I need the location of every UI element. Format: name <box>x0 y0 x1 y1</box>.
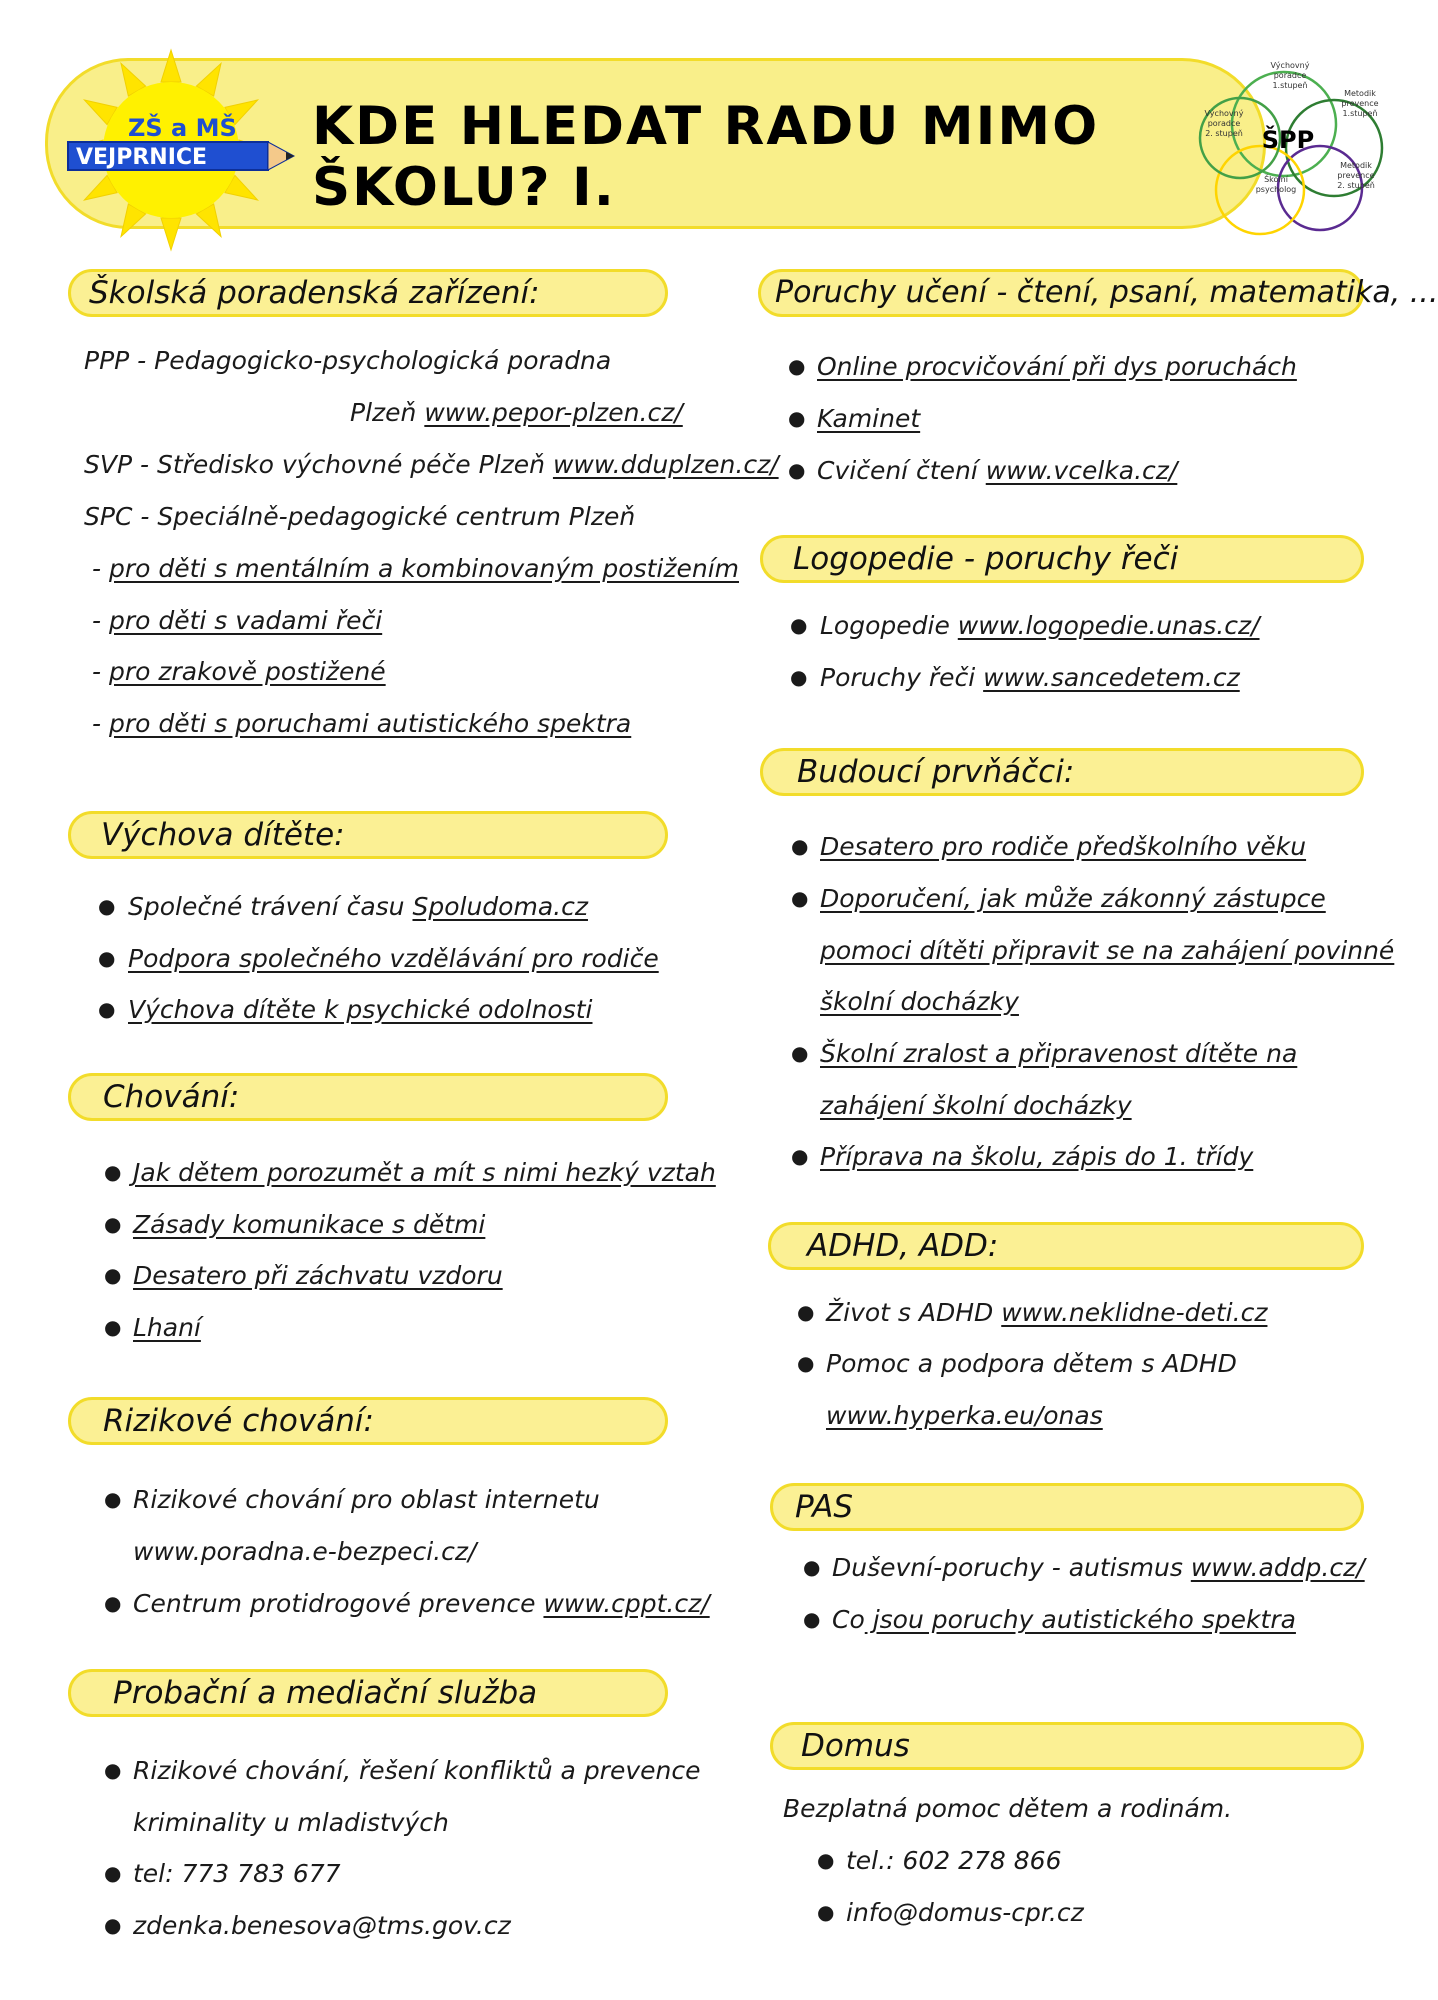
logopedie-item-2 <box>820 662 1240 693</box>
section-title-vychova: Výchova dítěte: <box>68 811 668 859</box>
bullet: ● <box>817 1900 835 1924</box>
bullet: ● <box>104 1913 122 1937</box>
spp-c3-l1: Metodik <box>1340 161 1372 170</box>
spp-c2-l3: 1.stupeň <box>1342 109 1378 118</box>
domus-phone: tel.: 602 278 866 <box>846 1846 1062 1875</box>
poruchy-item-3-text: Cvičení čtení <box>817 456 986 485</box>
section-title-logopedie: Logopedie - poruchy řeči <box>760 535 1364 583</box>
chovani-link-2[interactable]: Zásady komunikace s dětmi <box>133 1210 486 1239</box>
probacni-email[interactable]: zdenka.benesova@tms.gov.cz <box>133 1911 511 1940</box>
spp-c2-l2: prevence <box>1341 99 1379 108</box>
spp-c1-l3: 1.stupeň <box>1272 81 1308 90</box>
addp-link[interactable]: www.addp.cz/ <box>1190 1553 1365 1582</box>
bullet: ● <box>788 458 806 482</box>
section-title-poruchy: Poruchy učení - čtení, psaní, matematika, ... <box>758 269 1364 317</box>
ppp-text: PPP - Pedagogicko-psychologická poradna <box>84 346 612 375</box>
spp-center-label: ŠPP <box>1261 126 1315 154</box>
section-title-rizikove: Rizikové chování: <box>68 1397 668 1445</box>
spc-link-3[interactable]: pro zrakově postižené <box>108 657 386 686</box>
dash: - <box>92 606 109 635</box>
bullet: ● <box>98 946 116 970</box>
bullet: ● <box>104 1212 122 1236</box>
spp-c4-l1: Školní <box>1264 175 1288 184</box>
logopedie-item-1 <box>820 610 1260 641</box>
spp-c5-l1: Výchovný <box>1204 109 1244 118</box>
odolnost-link[interactable]: Výchova dítěte k psychické odolnosti <box>128 995 593 1024</box>
rizikove-item-2 <box>133 1588 710 1619</box>
adhd-item-1 <box>826 1297 1267 1328</box>
section-title-domus: Domus <box>770 1722 1364 1770</box>
zralost-link-a[interactable]: Školní zralost a připravenost dítěte na <box>820 1039 1298 1068</box>
kaminet-link[interactable]: Kaminet <box>817 404 921 433</box>
dash: - <box>92 657 109 686</box>
logo-line2: VEJPRNICE <box>76 145 208 170</box>
pas-item-2 <box>832 1604 1296 1635</box>
ppp-city: Plzeň <box>350 398 425 427</box>
bullet: ● <box>98 997 116 1021</box>
bullet: ● <box>790 613 808 637</box>
logo-line1: ZŠ a MŠ <box>128 114 237 142</box>
domus-intro: Bezplatná pomoc dětem a rodinám. <box>783 1794 1233 1823</box>
page-title: KDE HLEDAT RADU MIMO ŠKOLU? I. <box>312 96 1100 218</box>
doporuceni-link-c[interactable]: školní docházky <box>820 987 1019 1016</box>
spoludoma-link[interactable]: Spoludoma.cz <box>412 892 588 921</box>
dash: - <box>92 709 109 738</box>
spp-c4-l2: psycholog <box>1255 185 1297 194</box>
doporuceni-link-b[interactable]: pomoci dítěti připravit se na zahájení povinné <box>820 936 1395 965</box>
adhd-item-2a: Pomoc a podpora dětem s ADHD <box>826 1349 1237 1378</box>
bullet: ● <box>791 834 809 858</box>
spc-item-2 <box>92 605 382 636</box>
vychova-item-1 <box>128 891 588 922</box>
bullet: ● <box>797 1300 815 1324</box>
school-logo <box>46 40 296 250</box>
bullet: ● <box>797 1351 815 1375</box>
section-title-probacni: Probační a mediační služba <box>68 1669 668 1717</box>
bullet: ● <box>104 1591 122 1615</box>
bullet: ● <box>104 1160 122 1184</box>
spc-item-4 <box>92 708 631 739</box>
bullet: ● <box>98 894 116 918</box>
svp-link[interactable]: www.dduplzen.cz/ <box>552 450 779 479</box>
bullet: ● <box>791 886 809 910</box>
podpora-link[interactable]: Podpora společného vzdělávání pro rodiče <box>128 944 659 973</box>
spp-c5-l3: 2. stupeň <box>1205 129 1243 138</box>
spp-c5-l2: poradce <box>1207 119 1241 128</box>
spc-item-1 <box>92 553 739 584</box>
pas-item-1-text: Duševní-poruchy - autismus <box>832 1553 1191 1582</box>
svp-line <box>84 449 779 480</box>
bullet: ● <box>803 1555 821 1579</box>
spc-item-3 <box>92 656 386 687</box>
rizikove-item-2-text: Centrum protidrogové prevence <box>133 1589 544 1618</box>
spp-c3-l2: prevence <box>1337 171 1375 180</box>
spc-link-4[interactable]: pro děti s poruchami autistického spektra <box>108 709 632 738</box>
svp-text: SVP - Středisko výchovné péče Plzeň <box>84 450 553 479</box>
zralost-link-b[interactable]: zahájení školní docházky <box>820 1091 1132 1120</box>
dash: - <box>92 554 109 583</box>
bullet: ● <box>803 1607 821 1631</box>
adhd-item-1-text: Život s ADHD <box>826 1298 1002 1327</box>
desatero-link[interactable]: Desatero pro rodiče předškolního věku <box>820 832 1307 861</box>
probacni-item-1a: Rizikové chování, řešení konfliktů a prevence <box>133 1756 701 1785</box>
bullet: ● <box>817 1848 835 1872</box>
cppt-link[interactable]: www.cppt.cz/ <box>543 1589 710 1618</box>
bullet: ● <box>791 1144 809 1168</box>
bullet: ● <box>104 1487 122 1511</box>
chovani-link-1[interactable]: Jak dětem porozumět a mít s nimi hezký vztah <box>133 1158 716 1187</box>
spp-c1-l1: Výchovný <box>1270 61 1310 70</box>
section-title-adhd: ADHD, ADD: <box>768 1222 1364 1270</box>
spp-logo <box>1188 40 1408 240</box>
spc-link-2[interactable]: pro děti s vadami řeči <box>108 606 383 635</box>
bullet: ● <box>790 665 808 689</box>
section-title-chovani: Chování: <box>68 1073 668 1121</box>
bullet: ● <box>104 1861 122 1885</box>
bullet: ● <box>104 1758 122 1782</box>
pas-item-1 <box>832 1552 1365 1583</box>
vychova-item-1-text: Společné trávení času <box>128 892 413 921</box>
section-title-prvnacci: Budoucí prvňáčci: <box>760 748 1364 796</box>
spc-link-1[interactable]: pro děti s mentálním a kombinovaným postižením <box>108 554 739 583</box>
bullet: ● <box>104 1263 122 1287</box>
dys-link[interactable]: Online procvičování při dys poruchách <box>817 352 1297 381</box>
bullet: ● <box>788 406 806 430</box>
section-title-pas: PAS <box>770 1483 1364 1531</box>
bullet: ● <box>791 1041 809 1065</box>
spc-text: SPC - Speciálně-pedagogické centrum Plzeň <box>84 502 636 531</box>
ppp-link[interactable]: www.pepor-plzen.cz/ <box>424 398 683 427</box>
spp-c1-l2: poradce <box>1273 71 1307 80</box>
domus-email[interactable]: info@domus-cpr.cz <box>846 1898 1084 1927</box>
chovani-link-3[interactable]: Desatero při záchvatu vzdoru <box>133 1261 503 1290</box>
rizikove-item-1b: www.poradna.e-bezpeci.cz/ <box>133 1537 477 1566</box>
logopedie-item-1-text: Logopedie <box>820 611 958 640</box>
spp-c2-l1: Metodik <box>1344 89 1376 98</box>
pas-link[interactable]: jsou poruchy autistického spektra <box>864 1605 1296 1634</box>
priprava-link[interactable]: Příprava na školu, zápis do 1. třídy <box>820 1142 1254 1171</box>
probacni-item-1b: kriminality u mladistvých <box>133 1808 449 1837</box>
neklidne-link[interactable]: www.neklidne-deti.cz <box>1001 1298 1268 1327</box>
logopedie-item-2-text: Poruchy řeči <box>820 663 984 692</box>
logopedie-link[interactable]: www.logopedie.unas.cz/ <box>957 611 1260 640</box>
poruchy-item-3 <box>817 455 1177 486</box>
vcelka-link[interactable]: www.vcelka.cz/ <box>985 456 1178 485</box>
chovani-link-4[interactable]: Lhaní <box>133 1313 201 1342</box>
sancedetem-link[interactable]: www.sancedetem.cz <box>983 663 1240 692</box>
bullet: ● <box>104 1315 122 1339</box>
doporuceni-link-a[interactable]: Doporučení, jak může zákonný zástupce <box>820 884 1326 913</box>
pas-item-2-text: Co <box>832 1605 865 1634</box>
probacni-phone: tel: 773 783 677 <box>133 1859 341 1888</box>
rizikove-item-1a: Rizikové chování pro oblast internetu <box>133 1485 600 1514</box>
spp-c3-l3: 2. stupeň <box>1337 181 1375 190</box>
section-title-skolska: Školská poradenská zařízení: <box>68 269 668 317</box>
ppp-city-line <box>350 397 683 428</box>
hyperka-link[interactable]: www.hyperka.eu/onas <box>826 1401 1103 1430</box>
bullet: ● <box>788 354 806 378</box>
